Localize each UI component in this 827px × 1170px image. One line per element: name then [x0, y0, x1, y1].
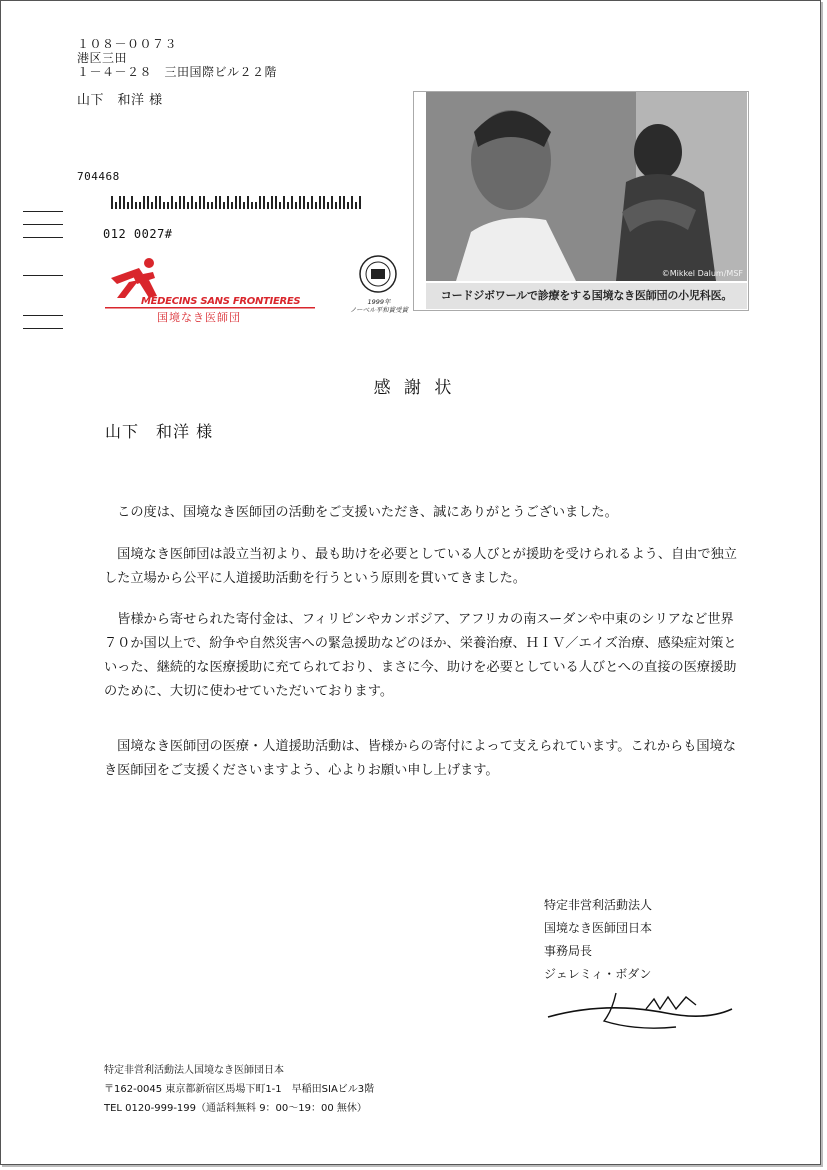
footer-org: 特定非営利活動法人国境なき医師団日本	[104, 1065, 284, 1076]
barcode-bar	[299, 196, 301, 209]
photo-credit: ©Mikkel Dalum/MSF	[661, 269, 743, 278]
barcode-bar	[155, 196, 157, 209]
barcode-bar	[303, 196, 305, 209]
barcode-number: 012 0027#	[103, 227, 173, 241]
barcode-bar	[259, 196, 261, 209]
barcode-bar	[123, 196, 125, 209]
barcode-bar	[355, 202, 357, 209]
barcode-bar	[235, 196, 237, 209]
barcode-bar	[351, 196, 353, 209]
msf-running-man-icon	[109, 256, 165, 300]
barcode-bar	[135, 202, 137, 209]
doctor-child-illustration	[426, 92, 747, 281]
paragraph-thanks: この度は、国境なき医師団の活動をご支援いただき、誠にありがとうございました。	[104, 505, 618, 520]
barcode-bar	[283, 196, 285, 209]
barcode-bar	[275, 196, 277, 209]
footer	[104, 1061, 374, 1118]
barcode-bar	[219, 196, 221, 209]
barcode-bar	[215, 196, 217, 209]
barcode-bar	[331, 196, 333, 209]
doctor-photo	[413, 91, 749, 311]
barcode-bar	[183, 196, 185, 209]
recipient-name: 山下 和洋 様	[105, 422, 214, 441]
barcode-bar	[139, 202, 141, 209]
barcode-bar	[267, 202, 269, 209]
paragraph-principles: 国境なき医師団は設立当初より、最も助けを必要としている人びとが援助を受けられるよう、自由で独立した立場から公平に人道援助活動を行うという原則を貫いてきました。	[104, 547, 737, 586]
barcode-bar	[199, 196, 201, 209]
barcode-bar	[127, 202, 129, 209]
barcode-bar	[167, 202, 169, 209]
fold-mark	[23, 275, 63, 276]
barcode-bar	[207, 202, 209, 209]
barcode-bar	[151, 202, 153, 209]
signatory-block	[544, 894, 652, 986]
msf-logo	[105, 256, 325, 326]
barcode-bar	[263, 196, 265, 209]
barcode-bar	[347, 202, 349, 209]
barcode-bar	[223, 202, 225, 209]
signatory-org-type: 特定非営利活動法人	[544, 898, 653, 912]
barcode-bar	[239, 196, 241, 209]
nobel-text: ノーベル平和賞受賞	[349, 306, 409, 314]
barcode-bar	[287, 202, 289, 209]
nobel-medal-icon	[358, 254, 398, 294]
postal-code: １０８－００７３	[77, 37, 178, 51]
barcode-bar	[163, 202, 165, 209]
fold-mark	[23, 224, 63, 225]
barcode-bar	[255, 202, 257, 209]
barcode-bar	[315, 202, 317, 209]
barcode-bar	[159, 196, 161, 209]
barcode-bar	[231, 202, 233, 209]
fold-mark	[23, 211, 63, 212]
fold-mark	[23, 237, 63, 238]
barcode-bar	[307, 202, 309, 209]
photo-image	[426, 92, 747, 281]
nobel-year: 1999年	[367, 298, 391, 306]
barcode-bar	[131, 196, 133, 209]
nobel-prize-seal	[347, 254, 409, 324]
barcode-bar	[251, 202, 253, 209]
barcode-bar	[279, 202, 281, 209]
addressee-name: 山下 和洋 様	[77, 93, 163, 108]
paragraph-donation-use: 皆様から寄せられた寄付金は、フィリピンやカンボジア、アフリカの南スーダンや中東のシリアなど世界７０か国以上で、紛争や自然災害への緊急援助などのほか、栄養治療、ＨＩＶ／エイズ治療、感染症対策といった、継続的な医療援助に充てられており、まさに今、助けを必要としている人びとへの直接の医療援助のために、大切に使わせていただいております。	[104, 612, 737, 699]
certificate-title: 感 謝 状	[373, 378, 456, 398]
barcode-bar	[247, 196, 249, 209]
address-street: １－４－２８ 三田国際ビル２２階	[77, 65, 278, 79]
barcode-bar	[195, 202, 197, 209]
barcode-bar	[323, 196, 325, 209]
barcode-bar	[187, 202, 189, 209]
fold-mark	[23, 315, 63, 316]
photo-caption: コードジボワールで診療をする国境なき医師団の小児科医。	[426, 283, 747, 309]
barcode-bar	[171, 196, 173, 209]
signatory-org-name: 国境なき医師団日本	[544, 921, 653, 935]
barcode-bar	[147, 196, 149, 209]
paragraph-closing: 国境なき医師団の医療・人道援助活動は、皆様からの寄付によって支えられています。これからも国境なき医師団をご支援くださいますよう、心よりお願い申し上げます。	[104, 739, 736, 778]
footer-address: 〒162-0045 東京都新宿区馬場下町1-1 早稲田SIAビル3階	[104, 1084, 375, 1095]
barcode-bar	[319, 196, 321, 209]
postal-barcode	[111, 196, 373, 209]
barcode-bar	[343, 196, 345, 209]
barcode-bar	[327, 202, 329, 209]
barcode-bar	[339, 196, 341, 209]
fold-mark	[23, 328, 63, 329]
barcode-bar	[211, 202, 213, 209]
msf-name-jp: 国境なき医師団	[157, 311, 241, 324]
msf-name-en: MEDECINS SANS FRONTIERES	[141, 296, 301, 307]
barcode-bar	[175, 202, 177, 209]
barcode-bar	[111, 196, 113, 209]
signatory-role: 事務局長	[544, 944, 593, 958]
donor-code: 704468	[77, 170, 120, 183]
barcode-bar	[115, 202, 117, 209]
barcode-bar	[291, 196, 293, 209]
barcode-bar	[271, 196, 273, 209]
barcode-bar	[359, 196, 361, 209]
barcode-bar	[191, 196, 193, 209]
barcode-bar	[227, 196, 229, 209]
barcode-bar	[179, 196, 181, 209]
barcode-bar	[311, 196, 313, 209]
footer-tel: TEL 0120-999-199（通話料無料 9：00～19：00 無休）	[104, 1103, 367, 1114]
barcode-bar	[295, 202, 297, 209]
barcode-bar	[335, 202, 337, 209]
barcode-bar	[243, 202, 245, 209]
signatory-name: ジェレミィ・ボダン	[544, 967, 652, 981]
address-ward: 港区三田	[77, 51, 128, 65]
barcode-bar	[119, 196, 121, 209]
handwritten-signature	[546, 991, 736, 1035]
barcode-bar	[143, 196, 145, 209]
barcode-bar	[203, 196, 205, 209]
